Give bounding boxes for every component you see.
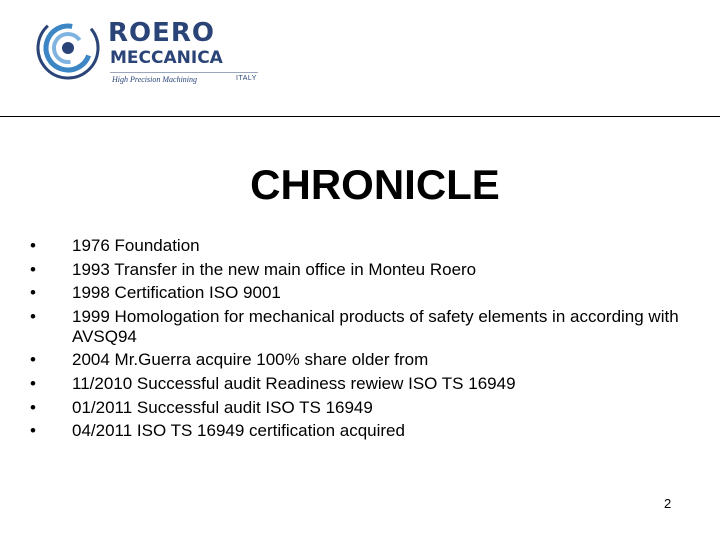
logo-subtitle: MECCANICA bbox=[110, 48, 223, 68]
bullet-icon: • bbox=[30, 236, 36, 255]
list-item bbox=[30, 283, 680, 303]
logo-country: ITALY bbox=[236, 75, 257, 82]
bullet-icon: • bbox=[30, 306, 36, 326]
bullet-icon: • bbox=[30, 373, 36, 393]
list-item bbox=[30, 374, 680, 394]
list-item-text: 11/2010 Successful audit Readiness rewiew ISO TS 16949 bbox=[72, 373, 516, 393]
list-item bbox=[30, 421, 680, 441]
list-item bbox=[30, 307, 680, 347]
chronicle-list bbox=[30, 236, 680, 445]
logo-name: ROERO bbox=[108, 18, 216, 48]
slide-title: CHRONICLE bbox=[250, 161, 500, 208]
swirl-logo-icon bbox=[36, 16, 100, 80]
list-item-text: 1993 Transfer in the new main office in Monteu Roero bbox=[72, 259, 477, 279]
bullet-icon: • bbox=[30, 397, 36, 417]
list-item bbox=[30, 398, 680, 418]
list-item bbox=[30, 260, 680, 280]
list-item-text: 01/2011 Successful audit ISO TS 16949 bbox=[72, 397, 373, 417]
logo-tagline: High Precision Machining bbox=[112, 75, 198, 84]
list-item-text: 1976 Foundation bbox=[72, 236, 200, 255]
list-item bbox=[30, 350, 680, 370]
bullet-icon: • bbox=[30, 259, 36, 279]
list-item-text: 04/2011 ISO TS 16949 certification acquired bbox=[72, 421, 405, 441]
page-number: 2 bbox=[664, 496, 672, 511]
header-divider bbox=[0, 116, 720, 117]
company-logo bbox=[26, 6, 257, 96]
list-item bbox=[30, 236, 680, 256]
bullet-icon: • bbox=[30, 350, 36, 370]
list-item-text: 1999 Homologation for mechanical products of safety elements in according with AVSQ94 bbox=[72, 306, 679, 346]
bullet-icon: • bbox=[30, 283, 36, 303]
list-item-text: 1998 Certification ISO 9001 bbox=[72, 283, 281, 303]
list-item-text: 2004 Mr.Guerra acquire 100% share older from bbox=[72, 350, 429, 370]
bullet-icon: • bbox=[30, 421, 36, 441]
